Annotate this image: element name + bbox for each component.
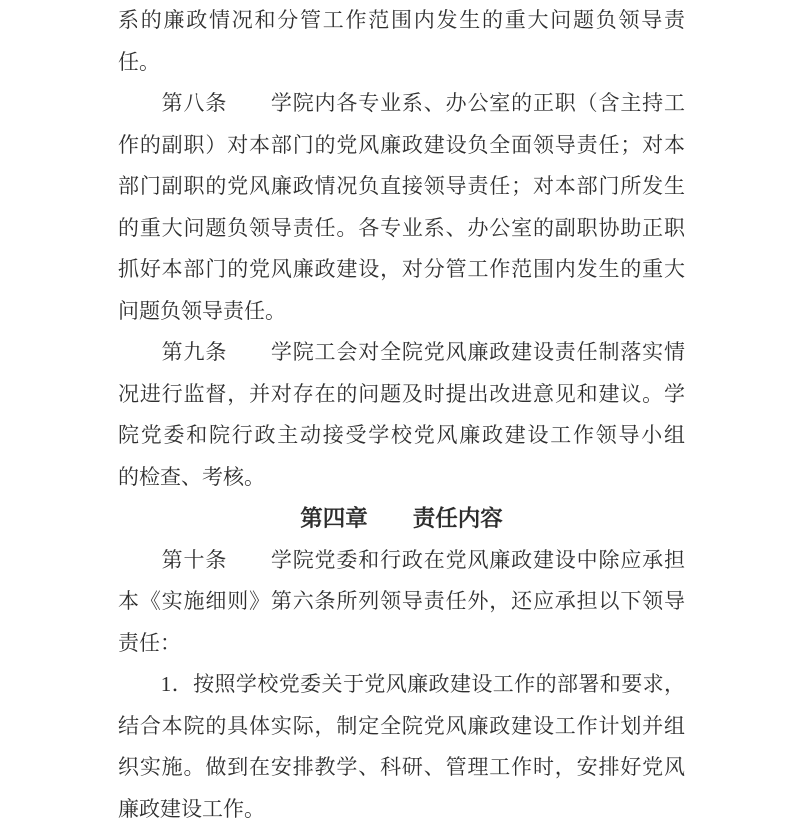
text-line: 抓好本部门的党风廉政建设，对分管工作范围内发生的重大 xyxy=(118,257,685,281)
text-line: 的重大问题负领导责任。各专业系、办公室的副职协助正职 xyxy=(118,215,685,240)
text-line: 本《实施细则》第六条所列领导责任外，还应承担以下领导 xyxy=(118,589,685,613)
document-page xyxy=(118,0,685,830)
text-line: 作的副职）对本部门的党风廉政建设负全面领导责任；对本 xyxy=(118,132,685,157)
text-line: 第九条 学院工会对全院党风廉政建设责任制落实情 xyxy=(118,340,685,364)
text-line: 的检查、考核。 xyxy=(118,464,265,489)
text-line: 结合本院的具体实际，制定全院党风廉政建设工作计划并组 xyxy=(118,713,685,738)
text-line: 1．按照学校党委关于党风廉政建设工作的部署和要求， xyxy=(118,672,685,696)
text-line: 部门副职的党风廉政情况负直接领导责任；对本部门所发生 xyxy=(118,174,685,198)
text-line: 第十条 学院党委和行政在党风廉政建设中除应承担 xyxy=(118,547,685,572)
text-line: 责任： xyxy=(118,630,181,655)
text-line: 第八条 学院内各专业系、办公室的正职（含主持工 xyxy=(118,91,685,115)
text-line: 廉政建设工作。 xyxy=(118,796,265,821)
text-line: 院党委和院行政主动接受学校党风廉政建设工作领导小组 xyxy=(118,423,685,447)
text-line: 织实施。做到在安排教学、科研、管理工作时，安排好党风 xyxy=(118,755,685,779)
text-line: 问题负领导责任。 xyxy=(118,298,286,323)
text-line: 系的廉政情况和分管工作范围内发生的重大问题负领导责 xyxy=(118,8,685,32)
chapter-heading: 第四章 责任内容 xyxy=(300,506,503,531)
text-line: 况进行监督，并对存在的问题及时提出改进意见和建议。学 xyxy=(118,381,685,406)
text-line: 任。 xyxy=(118,49,160,74)
